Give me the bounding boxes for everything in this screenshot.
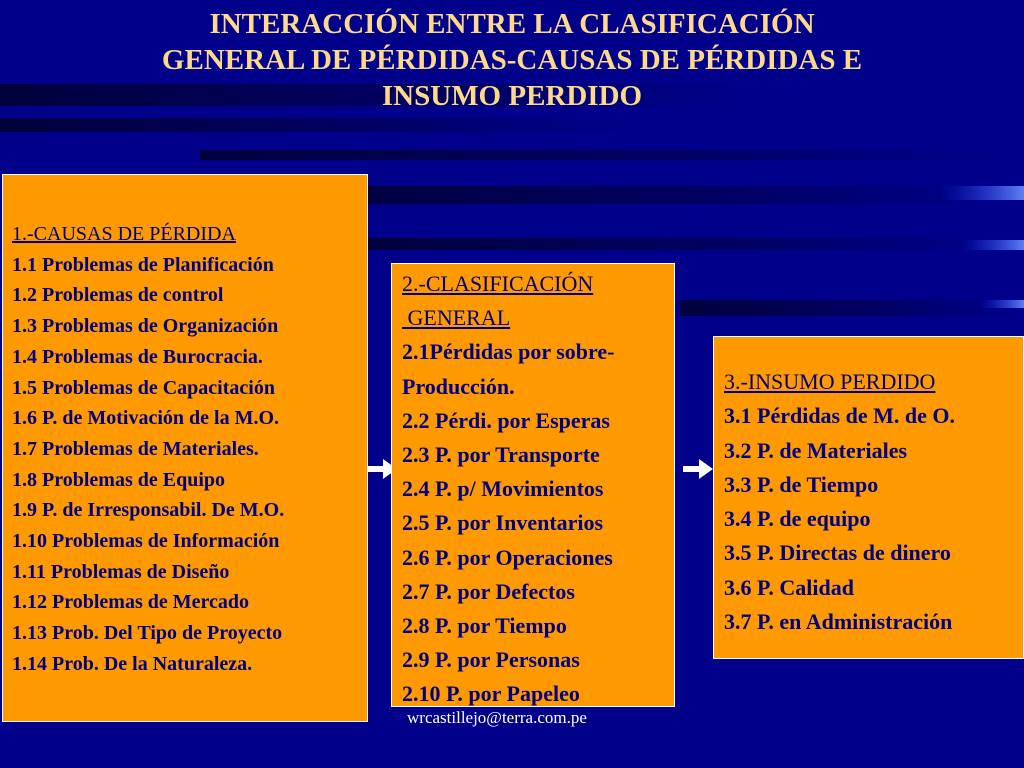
box1-heading: 1.-CAUSAS DE PÉRDIDA [12,223,236,245]
arrow-right-icon [683,459,715,479]
box2-item: 2.9 P. por Personas [402,647,580,673]
insumo-perdido-box [713,336,1024,659]
box1-item: 1.5 Problemas de Capacitación [12,376,275,399]
box1-item: 1.9 P. de Irresponsabil. De M.O. [12,499,285,522]
box2-item: 2.3 P. por Transporte [402,442,600,468]
box1-item: 1.8 Problemas de Equipo [12,468,225,491]
box1-item: 1.14 Prob. De la Naturaleza. [12,652,253,675]
box1-item: 1.4 Problemas de Burocracia. [12,345,263,368]
slide-title [0,6,1024,114]
title-line-2: GENERAL DE PÉRDIDAS-CAUSAS DE PÉRDIDAS E [161,44,863,76]
causas-de-perdida-box [2,174,368,722]
box1-item: 1.13 Prob. Del Tipo de Proyecto [12,622,283,645]
box1-item: 1.7 Problemas de Materiales. [12,437,259,460]
box2-item: 2.4 P. p/ Movimientos [402,476,604,502]
box3-item: 3.1 Pérdidas de M. de O. [724,403,955,429]
clasificacion-general-box [391,263,675,707]
footer-email: wrcastillejo@terra.com.pe [407,708,587,727]
box1-item: 1.1 Problemas de Planificación [12,253,274,276]
box3-item: 3.6 P. Calidad [724,574,855,600]
box1-item: 1.12 Problemas de Mercado [12,591,250,614]
box2-item: 2.8 P. por Tiempo [402,613,567,639]
box2-item: 2.10 P. por Papeleo [402,681,580,707]
box2-item: Producción. [402,373,515,399]
box3-item: 3.4 P. de equipo [724,506,871,532]
box1-item: 1.3 Problemas de Organización [12,315,279,338]
box2-item: 2.5 P. por Inventarios [402,510,604,536]
box1-item: 1.11 Problemas de Diseño [12,560,230,583]
box3-item: 3.5 P. Directas de dinero [724,540,951,566]
box2-item: 2.6 P. por Operaciones [402,544,613,570]
box2-heading-line-1: 2.-CLASIFICACIÓN [402,271,594,296]
title-line-1: INTERACCIÓN ENTRE LA CLASIFICACIÓN [209,8,815,40]
box2-heading-line-2: GENERAL [402,305,511,331]
box3-item: 3.2 P. de Materiales [724,437,908,463]
box1-item: 1.6 P. de Motivación de la M.O. [12,407,280,430]
box3-heading: 3.-INSUMO PERDIDO [724,369,936,394]
box2-item: 2.1Pérdidas por sobre- [402,339,615,365]
box2-item: 2.7 P. por Defectos [402,578,575,604]
box3-item: 3.3 P. de Tiempo [724,471,879,497]
box1-item: 1.10 Problemas de Información [12,530,280,553]
box3-item: 3.7 P. en Administración [724,609,953,635]
box1-item: 1.2 Problemas de control [12,284,224,307]
title-line-3: INSUMO PERDIDO [381,80,643,112]
box2-item: 2.2 Pérdi. por Esperas [402,407,610,433]
